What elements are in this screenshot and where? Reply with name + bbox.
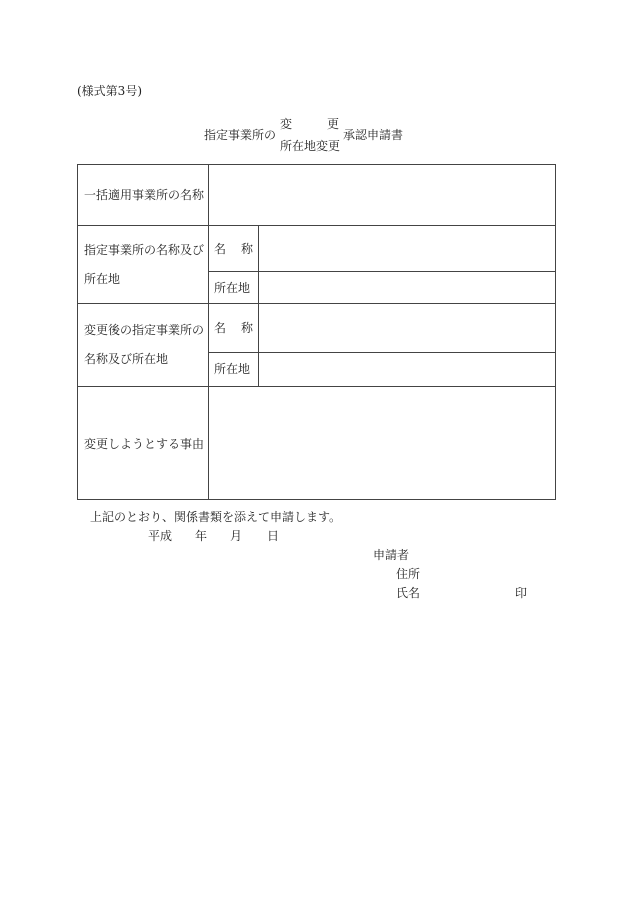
application-table xyxy=(77,164,556,500)
date-year: 年 xyxy=(195,529,208,543)
title-option-top-1: 変 xyxy=(280,117,293,131)
date-day: 日 xyxy=(267,529,280,543)
sub-address: 所在地 xyxy=(214,281,251,295)
date-month: 月 xyxy=(230,529,243,543)
date-era: 平成 xyxy=(148,529,173,543)
name-label: 氏名 xyxy=(396,586,421,600)
sub-name-1: 名 xyxy=(214,242,227,256)
new-address-field[interactable] xyxy=(259,353,555,386)
current-address-field[interactable] xyxy=(259,272,555,303)
row2-label-line1: 指定事業所の名称及び xyxy=(84,243,205,257)
row4-label: 変更しようとする事由 xyxy=(84,437,205,451)
row3-label-line1: 変更後の指定事業所の xyxy=(84,323,205,337)
sub-name-2: 称 xyxy=(241,242,254,256)
form-number: (様式第3号) xyxy=(77,84,142,98)
title-option-top-2: 更 xyxy=(327,117,340,131)
applicant-label: 申請者 xyxy=(373,548,410,562)
row2-label-line2: 所在地 xyxy=(84,272,121,286)
row1-label: 一括適用事業所の名称 xyxy=(84,188,205,202)
title-suffix: 承認申請書 xyxy=(343,128,404,142)
sub-name-1: 名 xyxy=(214,321,227,335)
row3-label-line2: 名称及び所在地 xyxy=(84,352,169,366)
seal-label: 印 xyxy=(515,586,528,600)
statement: 上記のとおり、関係書類を添えて申請します。 xyxy=(90,510,342,524)
current-name-field[interactable] xyxy=(259,226,555,271)
sub-address: 所在地 xyxy=(214,362,251,376)
reason-field[interactable] xyxy=(209,387,555,499)
sub-name-2: 称 xyxy=(241,321,254,335)
new-name-field[interactable] xyxy=(259,304,555,352)
establishment-name-field[interactable] xyxy=(209,165,555,225)
title-prefix: 指定事業所の xyxy=(204,128,277,142)
address-label: 住所 xyxy=(396,567,421,581)
title-option-bottom: 所在地変更 xyxy=(280,139,341,153)
